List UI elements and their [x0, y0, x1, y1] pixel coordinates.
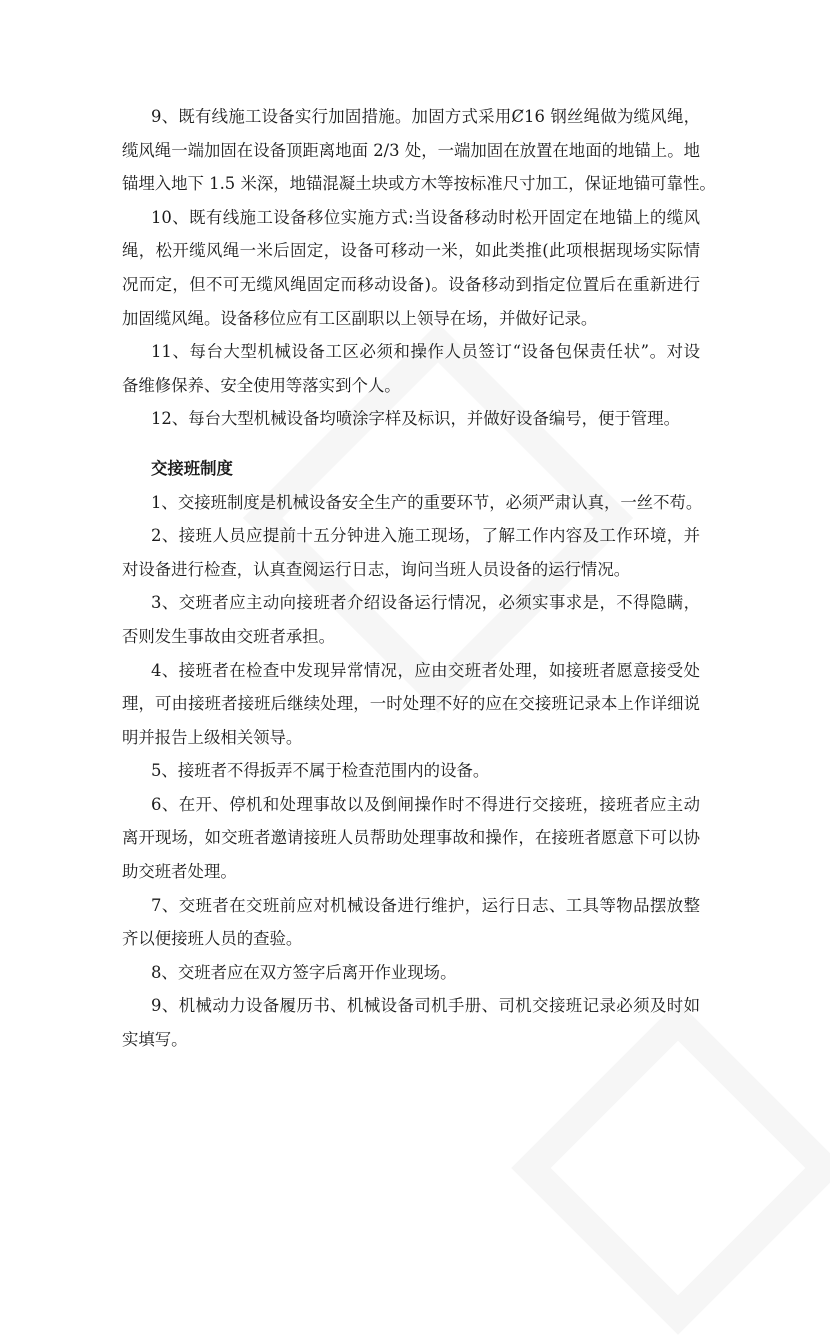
- paragraph: [122, 402, 700, 436]
- text-line: 4、接班者在检查中发现异常情况，应由交班者处理，如接班者愿意接受处: [151, 660, 700, 680]
- paragraph: [122, 201, 700, 335]
- spacer: [122, 436, 700, 452]
- text-line: 实填写。: [122, 1030, 188, 1050]
- text-line: 11、每台大型机械设备工区必须和操作人员签订“设备包保责任状”。对设: [151, 342, 700, 362]
- paragraph: [122, 654, 700, 755]
- paragraph: [122, 100, 716, 201]
- text-line: 10、既有线施工设备移位实施方式:当设备移动时松开固定在地锚上的缆风: [151, 207, 700, 227]
- text-line: 1、交接班制度是机械设备安全生产的重要环节，必须严肃认真，一丝不苟。: [151, 492, 703, 512]
- section-equipment-rules: [122, 100, 716, 436]
- text-line: 7、交班者在交班前应对机械设备进行维护，运行日志、工具等物品摆放整: [151, 895, 700, 915]
- text-line: 3、交班者应主动向接班者介绍设备运行情况，必须实事求是，不得隐瞒，: [151, 593, 700, 613]
- text-line: 6、在开、停机和处理事故以及倒闸操作时不得进行交接班，接班者应主动: [151, 794, 700, 814]
- text-line: 9、既有线施工设备实行加固措施。加固方式采用Ȼ16 钢丝绳做为缆风绳，: [151, 107, 700, 126]
- section-shift-handover-rules: [122, 486, 703, 1057]
- paragraph: [122, 956, 700, 990]
- paragraph: [122, 586, 700, 653]
- text-line: 缆风绳一端加固在设备顶距离地面 2/3 处，一端加固在放置在地面的地锚上。地: [122, 140, 700, 160]
- text-line: 助交班者处理。: [122, 862, 237, 882]
- text-line: 12、每台大型机械设备均喷涂字样及标识，并做好设备编号，便于管理。: [151, 409, 680, 429]
- text-line: 对设备进行检查，认真查阅运行日志，询问当班人员设备的运行情况。: [122, 559, 631, 579]
- paragraph: [122, 754, 700, 788]
- paragraph: [122, 486, 703, 520]
- paragraph: [122, 788, 700, 889]
- text-line: 明并报告上级相关领导。: [122, 727, 303, 747]
- text-line: 锚埋入地下 1.5 米深，地锚混凝土块或方木等按标准尺寸加工，保证地锚可靠性。: [122, 174, 716, 194]
- paragraph: [122, 335, 700, 402]
- document-page: [122, 100, 716, 1057]
- text-line: 离开现场，如交班者邀请接班人员帮助处理事故和操作，在接班者愿意下可以协: [122, 828, 700, 848]
- text-line: 理，可由接班者接班后继续处理，一时处理不好的应在交接班记录本上作详细说: [122, 694, 700, 714]
- text-line: 8、交班者应在双方签字后离开作业现场。: [151, 962, 457, 982]
- text-line: 齐以便接班人员的查验。: [122, 929, 303, 949]
- text-line: 5、接班者不得扳弄不属于检查范围内的设备。: [151, 761, 490, 781]
- paragraph: [122, 889, 700, 956]
- text-line: 况而定，但不可无缆风绳固定而移动设备)。设备移动到指定位置后在重新进行: [122, 274, 700, 294]
- paragraph: [122, 519, 700, 586]
- section-heading: 交接班制度: [151, 458, 233, 478]
- paragraph: [122, 989, 700, 1056]
- text-line: 否则发生事故由交班者承担。: [122, 626, 336, 646]
- text-line: 9、机械动力设备履历书、机械设备司机手册、司机交接班记录必须及时如: [151, 996, 700, 1016]
- text-line: 绳，松开缆风绳一米后固定，设备可移动一米，如此类推(此项根据现场实际情: [122, 241, 700, 261]
- text-line: 2、接班人员应提前十五分钟进入施工现场，了解工作内容及工作环境，并: [151, 526, 700, 546]
- text-line: 加固缆风绳。设备移位应有工区副职以上领导在场，并做好记录。: [122, 308, 598, 328]
- text-line: 备维修保养、安全使用等落实到个人。: [122, 375, 401, 395]
